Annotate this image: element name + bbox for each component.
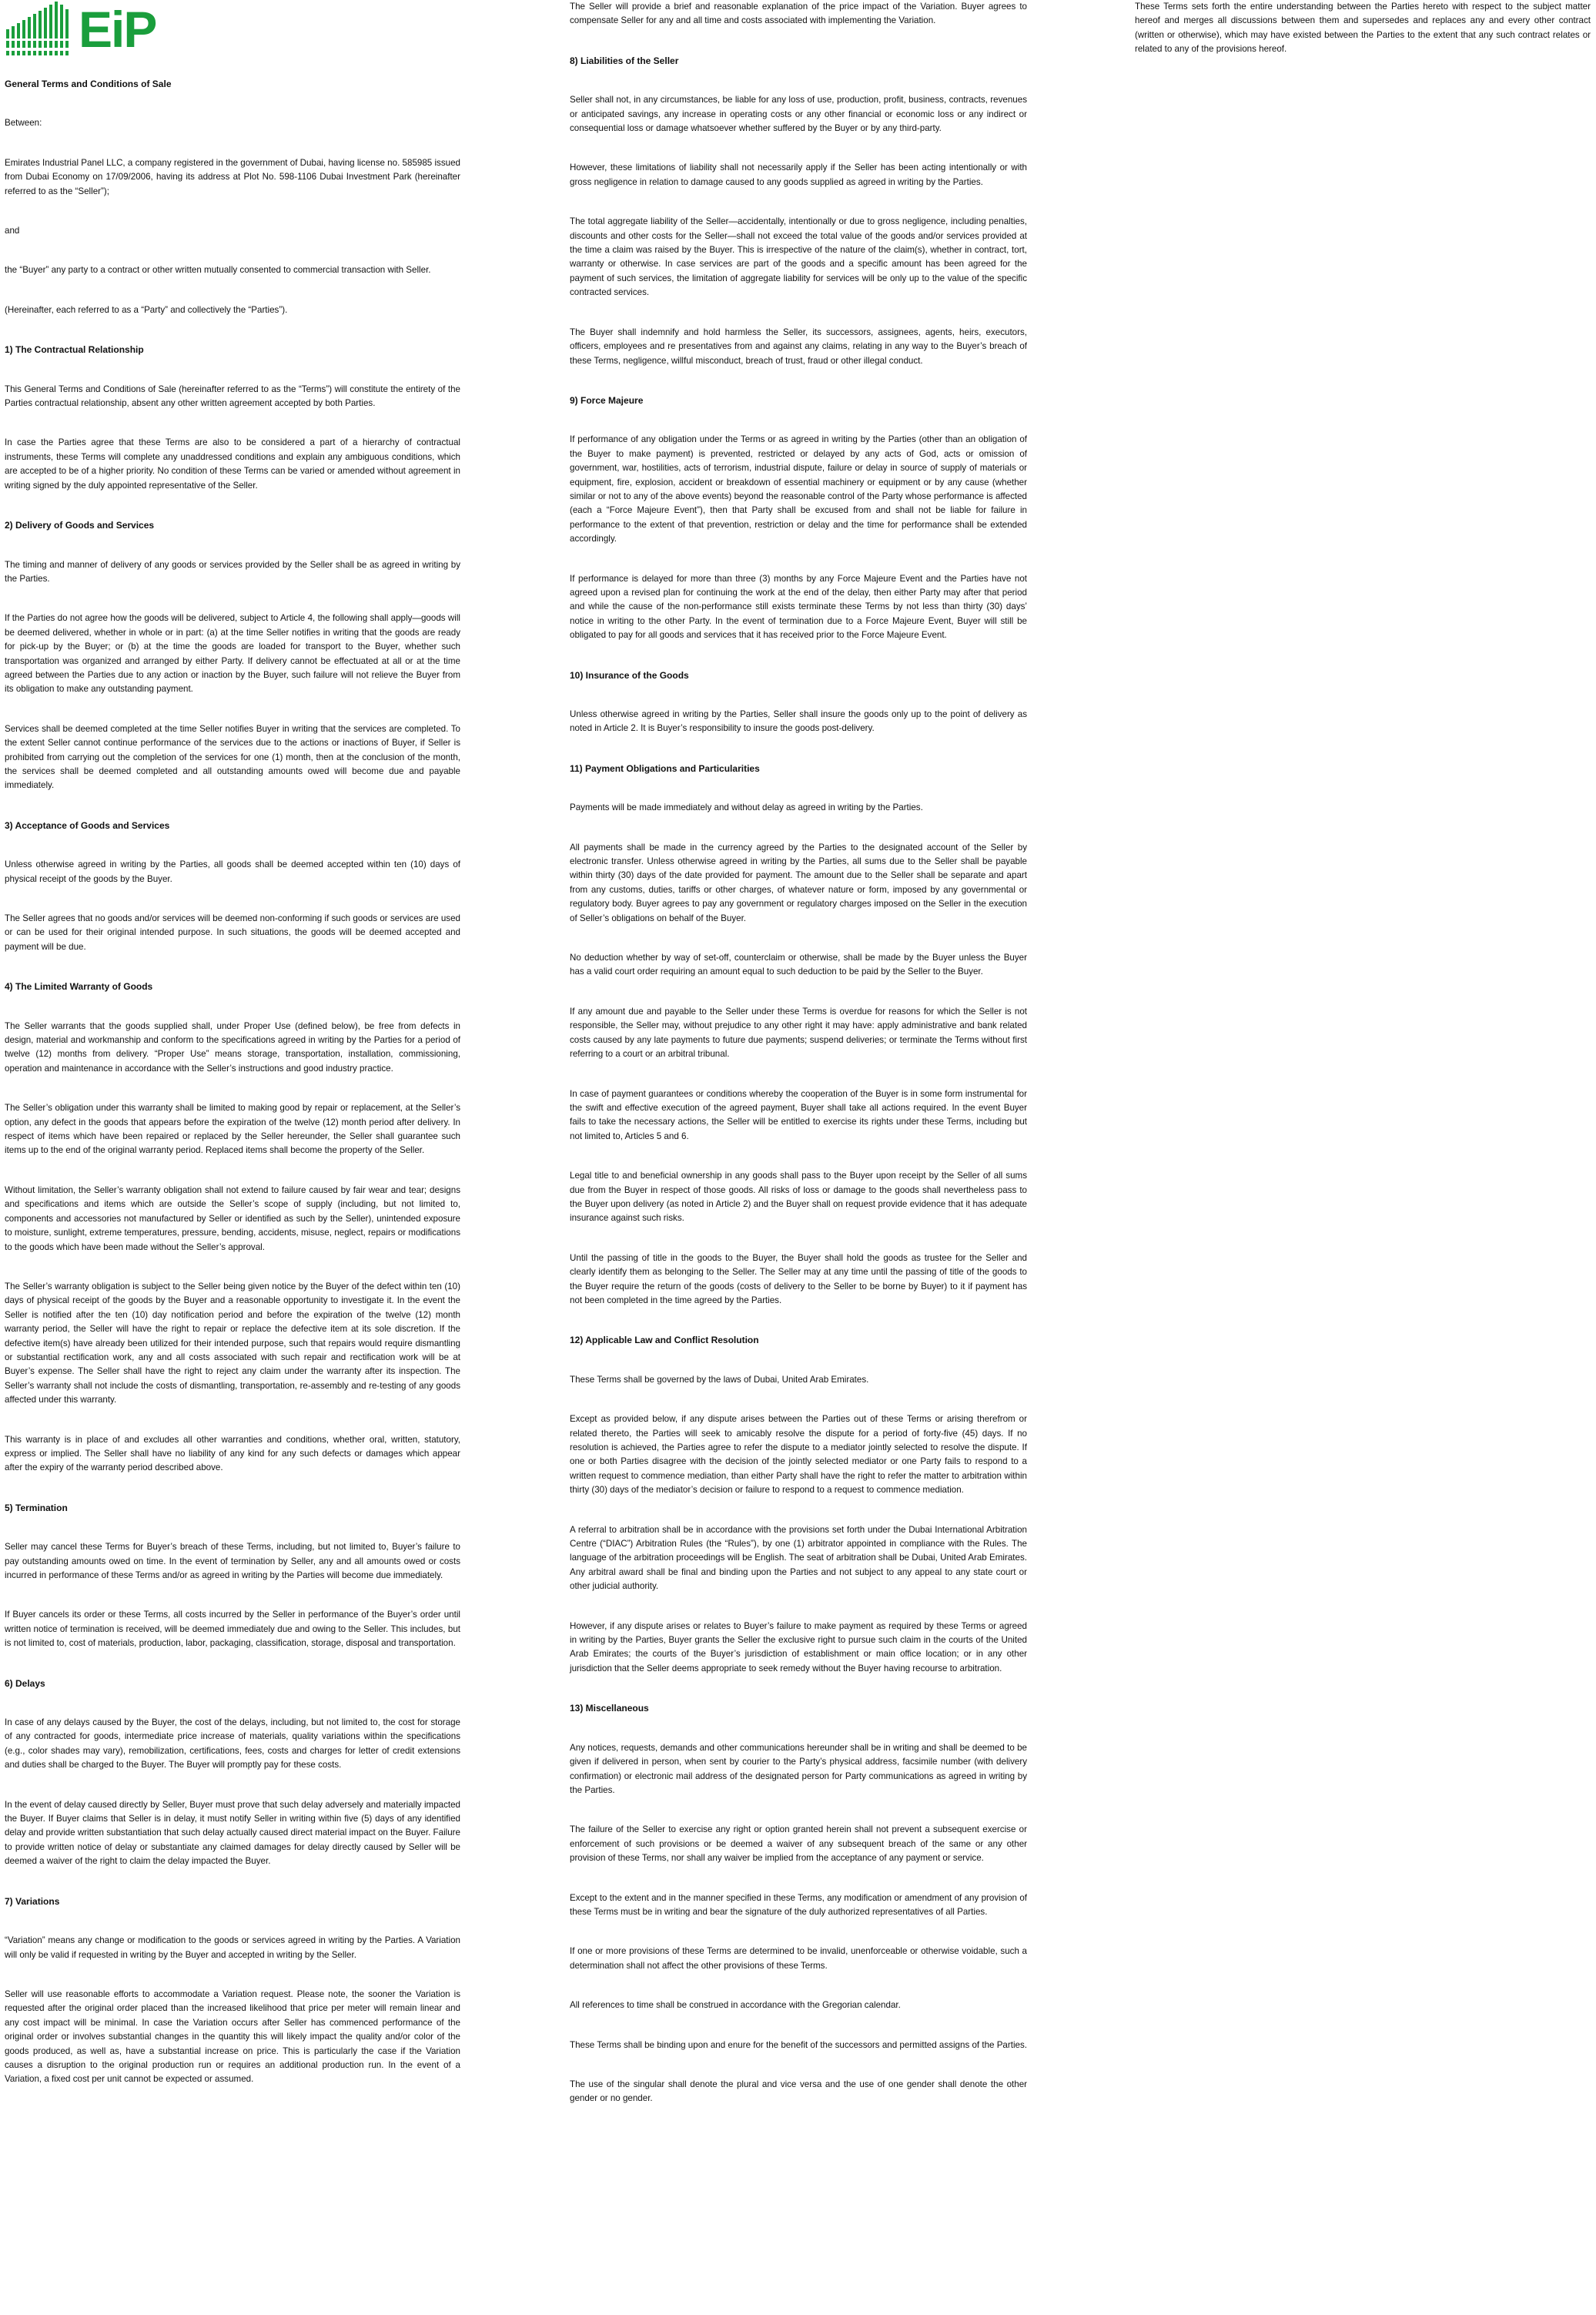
paragraph: These Terms sets forth the entire understanding between the Parties hereto with respect to the subject matter hereof and merges all discussions between them and supersedes and replaces any and every other contract (written or otherwise), which may have existed between the Parties to the extent that any such contract relates or related to any of the provisions hereof. — [1135, 2, 1591, 55]
paragraph: Unless otherwise agreed in writing by the Parties, all goods shall be deemed accepted within ten (10) days of physical receipt of the goods by the Buyer. — [5, 859, 460, 884]
column-left — [5, 0, 460, 2112]
column-right — [1135, 0, 1591, 82]
paragraph: and — [5, 226, 20, 236]
section-heading: 4) The Limited Warranty of Goods — [5, 981, 153, 993]
paragraph: The timing and manner of delivery of any goods or services provided by the Seller shall be as agreed in writing by the Parties. — [5, 559, 460, 584]
paragraph: Except to the extent and in the manner specified in these Terms, any modification or amendment of any provision of these Terms must be in writing and bear the signature of the duly authorized representatives of all Parties. — [570, 1892, 1027, 1917]
paragraph: Any notices, requests, demands and other communications hereunder shall be in writing and shall be deemed to be given if delivered in person, when sent by courier to the Party’s physical address, facsimile number (with delivery confirmation) or electronic mail address of the designated person for Party communications as agreed in writing by the Parties. — [570, 1742, 1027, 1795]
paragraph: In the event of delay caused directly by Seller, Buyer must prove that such delay adversely and materially impacted the Buyer. If Buyer claims that Seller is in delay, it must notify Seller in writing within five (5) days of any identified delay and provide written substantiation that such delay actually caused direct material impact on the Buyer. Failure to provide written notice of delay or substantiate any claimed damages for delay directly caused by Seller will be deemed a waiver of the right to claim the delay impacted the Buyer. — [5, 1799, 460, 1867]
paragraph: The Seller warrants that the goods supplied shall, under Proper Use (defined below), be free from defects in design, material and workmanship and conform to the specifications agreed in writing by the Parties for a period of twelve (12) months from delivery. “Proper Use” means storage, transportation, installation, commissioning, operation and maintenance in accordance with the Seller’s instructions and good industry practice. — [5, 1020, 460, 1074]
section-heading: 2) Delivery of Goods and Services — [5, 520, 155, 531]
paragraph: In case of payment guarantees or conditions whereby the cooperation of the Buyer is in some form instrumental for the swift and effective execution of the agreed payment, Buyer shall take all actions required. In the event Buyer fails to take the necessary actions, the Seller will be entitled to exercise its rights under these Terms, including but not limited to, Articles 5 and 6. — [570, 1088, 1027, 1141]
paragraph: If Buyer cancels its order or these Terms, all costs incurred by the Seller in performance of the Buyer’s order until written notice of termination is received, will be deemed immediately due and owing to the Seller. This includes, but is not limited to, cost of materials, production, labor, packaging, classification, storage, disposal and transportation. — [5, 1610, 460, 1649]
paragraph: These Terms shall be governed by the laws of Dubai, United Arab Emirates. — [570, 1374, 869, 1385]
paragraph: This warranty is in place of and excludes all other warranties and conditions, whether oral, written, statutory, express or implied. The Seller shall have no liability of any kind for any such defects or damages which appear after the expiry of the warranty period described above. — [5, 1434, 460, 1473]
paragraph: This General Terms and Conditions of Sale (hereinafter referred to as the “Terms”) will constitute the entirety of the Parties contractual relationship, absent any other written agreement accepted by both Parties. — [5, 384, 460, 409]
section-heading: 5) Termination — [5, 1502, 68, 1513]
section-heading: 11) Payment Obligations and Particularities — [570, 762, 760, 774]
paragraph: Except as provided below, if any dispute arises between the Parties out of these Terms or arising therefrom or related thereto, the Parties will seek to amicably resolve the dispute for a period of forty-five (45) days. If no resolution is achieved, the Parties agree to refer the dispute to a mediator jointly selected to resolve the dispute. If one or both Parties disagree with the decision of the jointly selected mediator or one Party fails to respond to a written request to commence mediation, than either Party shall have the right to refer the matter to arbitration within thirty (30) days of the mediator’s decision or failure to respond to a request to commence mediation. — [570, 1414, 1027, 1496]
paragraph: If performance is delayed for more than three (3) months by any Force Majeure Event and the Parties have not agreed upon a revised plan for continuing the work at the end of the delay, then either Party may after that period and while the cause of the non-performance still exists terminate these Terms by not less than thirty (30) days’ notice in writing to the other Party. In the event of termination due to a Force Majeure Event, Buyer will still be obligated to pay for all goods and services that it has received prior to the Force Majeure Event. — [570, 573, 1027, 641]
paragraph: Seller will use reasonable efforts to accommodate a Variation request. Please note, the sooner the Variation is requested after the original order placed than the increased likelihood that price per meter will remain linear and any cost impact will be minimal. In case the Variation occurs after Seller has commenced performance of the original order or involves substantial changes in the quantity this will likely impact the quality and/or color of the goods produced, as well as, have a substantial increase on price. This is particularly the case if the Variation causes a disruption to the original production run or requires an additional production run. In the event of a Variation, a fixed cost per unit cannot be expected or assumed. — [5, 1988, 460, 2085]
paragraph: However, these limitations of liability shall not necessarily apply if the Seller has been acting intentionally or with gross negligence in relation to damage caused to any goods supplied as agreed in writing by the Parties. — [570, 162, 1027, 187]
paragraph: However, if any dispute arises or relates to Buyer’s failure to make payment as required by these Terms or agreed in writing by the Parties, Buyer grants the Seller the exclusive right to pursue such claim in the courts of the United Arab Emirates; the courts of the Buyer’s jurisdiction of establishment or main office location; or in any other jurisdiction that the Seller deems appropriate to seek remedy without the Buyer having recourse to arbitration. — [570, 1620, 1027, 1673]
section-heading: 7) Variations — [5, 1895, 60, 1907]
paragraph: Without limitation, the Seller’s warranty obligation shall not extend to failure caused by fair wear and tear; designs and specifications and items which are outside the Seller’s scope of supply (including, but not limited to, components and accessories not manufactured by Seller or identified as such by the Seller), unintended exposure to moisture, sunlight, extreme temperatures, pressure, bending, accidents, misuse, neglect, repairs or modifications to the goods which have been made without the Seller’s approval. — [5, 1184, 460, 1252]
paragraph: In case the Parties agree that these Terms are also to be considered a part of a hierarchy of contractual instruments, these Terms will complete any unaddressed conditions and explain any ambiguous conditions, which are accepted to be of a higher priority. No condition of these Terms can be varied or amended without agreement in writing signed by the duly appointed representative of the Seller. — [5, 437, 460, 491]
column-middle — [570, 0, 1027, 2132]
paragraph: the “Buyer” any party to a contract or other written mutually consented to commercial transaction with Seller. — [5, 265, 431, 276]
paragraph: The Buyer shall indemnify and hold harmless the Seller, its successors, assignees, agents, heirs, executors, officers, employees and re presentatives from and against any claims, relating in any way to the Buyer’s breach of these Terms, negligence, willful misconduct, breach of trust, fraud or other illegal conduct. — [570, 327, 1027, 366]
paragraph: Unless otherwise agreed in writing by the Parties, Seller shall insure the goods only up to the point of delivery as noted in Article 2. It is Buyer’s responsibility to insure the goods post-delivery. — [570, 709, 1027, 734]
section-heading: 6) Delays — [5, 1677, 45, 1689]
paragraph: Services shall be deemed completed at the time Seller notifies Buyer in writing that the services are completed. To the extent Seller cannot continue performance of the services due to the actions or inactions of Buyer, if Seller is prohibited from carrying out the completion of the services for one (1) month, then at the conclusion of the month, the services shall be deemed completed and all outstanding amounts owed will become due and payable immediately. — [5, 723, 460, 791]
paragraph: No deduction whether by way of set-off, counterclaim or otherwise, shall be made by the Buyer unless the Buyer has a valid court order requiring an amount equal to such deduction to be paid by the Seller to the Buyer. — [570, 953, 1027, 977]
paragraph: Until the passing of title in the goods to the Buyer, the Buyer shall hold the goods as trustee for the Seller and clearly identify them as belonging to the Seller. The Seller may at any time until the passing of title of the goods to the Buyer require the return of the goods (costs of delivery to the Seller to be borne by Buyer) to it if payment has not been completed in the time agreed by the Parties. — [570, 1252, 1027, 1305]
logo-bars-icon — [5, 0, 79, 55]
section-heading: 3) Acceptance of Goods and Services — [5, 819, 170, 831]
section-heading: 10) Insurance of the Goods — [570, 669, 689, 681]
paragraph: Emirates Industrial Panel LLC, a company registered in the government of Dubai, having license no. 585985 issued from Dubai Economy on 17/09/2006, having its address at Plot No. 598-1106 Dubai Investment Park (hereinafter referred to as the “Seller”); — [5, 157, 460, 196]
section-heading: 13) Miscellaneous — [570, 1703, 649, 1714]
paragraph: If any amount due and payable to the Seller under these Terms is overdue for reasons for which the Seller is not responsible, the Seller may, without prejudice to any other right it may have: apply administrative and bank related costs caused by any late payments to future due payments; suspend deliveries; or terminate the Terms without first referring to a court or an arbitral tribunal. — [570, 1006, 1027, 1060]
paragraph: If the Parties do not agree how the goods will be delivered, subject to Article 4, the following shall apply—goods will be deemed delivered, whether in whole or in part: (a) at the time Seller notifies in writing that the goods are ready for pick-up by the Buyer; or (b) at the time the goods are loaded for transport to the Buyer, whether such transportation was organized and arranged by either Party. If delivery cannot be effectuated at all or at the time agreed between the Parties due to any action or inaction by the Buyer, such failure will not relieve the Buyer from its obligation to make any outstanding payment. — [5, 613, 460, 695]
paragraph: Between: — [5, 118, 42, 129]
paragraph: Seller shall not, in any circumstances, be liable for any loss of use, production, profit, business, contracts, revenues or anticipated savings, any increase in operating costs or any other financial or economic loss or any indirect or consequential loss or damage whatsoever whether suffered by the Buyer or by any third-party. — [570, 95, 1027, 134]
company-logo — [5, 0, 156, 58]
paragraph: If performance of any obligation under the Terms or as agreed in writing by the Parties (other than an obligation of the Buyer to make payment) is prevented, restricted or delayed by any acts of God, acts or omission of government, war, hostilities, acts of terrorism, industrial dispute, failure or delay in source of supply of materials or equipment, fire, explosion, accident or breakdown of essential machinery or equipment or by any cause (whether similar or not to any of the above events) beyond the reasonable control of the Party whose performance is affected (each a “Force Majeure Event”), then that Party shall be excused from and shall not be liable for failure in performance to the extent of that prevention, restriction or delay and the time for performance shall be extended accordingly. — [570, 434, 1027, 544]
paragraph: A referral to arbitration shall be in accordance with the provisions set forth under the Dubai International Arbitration Centre (“DIAC”) Arbitration Rules (the “Rules”), by one (1) arbitrator appointed in compliance with the Rules. The language of the arbitration proceedings will be English. The seat of arbitration shall be Dubai, United Arab Emirates. Any arbitral award shall be final and binding upon the Parties and not subject to any appeal to any state court or other judicial authority. — [570, 1524, 1027, 1592]
section-heading: 12) Applicable Law and Conflict Resolution — [570, 1335, 759, 1346]
paragraph: All references to time shall be construed in accordance with the Gregorian calendar. — [570, 2000, 901, 2011]
section-heading: General Terms and Conditions of Sale — [5, 79, 172, 89]
paragraph: The Seller agrees that no goods and/or services will be deemed non-conforming if such goods or services are used or can be used for their original intended purpose. In such situations, the goods will be deemed accepted and payment will be due. — [5, 913, 460, 952]
paragraph: Seller may cancel these Terms for Buyer’s breach of these Terms, including, but not limited to, Buyer’s failure to pay outstanding amounts owed on time. In the event of termination by Seller, any and all amounts owed or costs incurred in performance of these Terms and/or as agreed in writing by the Parties will become due immediately. — [5, 1542, 460, 1580]
paragraph: Legal title to and beneficial ownership in any goods shall pass to the Buyer upon receipt by the Seller of all sums due from the Buyer in respect of those goods. All risks of loss or damage to the goods shall nevertheless pass to the Buyer upon delivery (as noted in Article 2) and the Buyer shall on request provide evidence that it has adequate insurance against such risks. — [570, 1171, 1027, 1224]
paragraph: These Terms shall be binding upon and enure for the benefit of the successors and permitted assigns of the Parties. — [570, 2039, 1027, 2050]
paragraph: The use of the singular shall denote the plural and vice versa and the use of one gender shall denote the other gender or no gender. — [570, 2079, 1027, 2104]
paragraph: The Seller’s obligation under this warranty shall be limited to making good by repair or replacement, at the Seller’s option, any defect in the goods that appears before the expiration of the twelve (12) month period after delivery. In respect of items which have been repaired or replaced by the Seller hereunder, the Seller shall guarantee such items up to the end of the original warranty period. Replaced items shall become the property of the Seller. — [5, 1103, 460, 1156]
paragraph: “Variation” means any change or modification to the goods or services agreed in writing by the Parties. A Variation will only be valid if requested in writing by the Buyer and accepted in writing by the Seller. — [5, 1935, 460, 1960]
section-heading: 1) The Contractual Relationship — [5, 344, 144, 356]
paragraph: The total aggregate liability of the Seller—accidentally, intentionally or due to gross negligence, including penalties, discounts and other costs for the Seller—shall not exceed the total value of the goods and/or services provided at the time a claim was raised by the Buyer. This is irrespective of the nature of the claim(s), whether in contract, tort, warranty or otherwise. In case services are part of the goods and a specific amount has been agreed for the payment of such services, the limitation of aggregate liability for services will be only up to the value of the specific contracted services. — [570, 216, 1027, 298]
paragraph: (Hereinafter, each referred to as a “Party” and collectively the “Parties”). — [5, 304, 288, 315]
section-heading: 9) Force Majeure — [570, 394, 644, 406]
paragraph: The Seller’s warranty obligation is subject to the Seller being given notice by the Buyer of the defect within ten (10) days of physical receipt of the goods by the Buyer and a reasonable opportunity to investigate it. In the event the Seller is notified after the ten (10) day notification period and before the expiration of the twelve (12) month warranty period, the Seller will have the right to repair or replace the defective item at its sole discretion. If the defective item(s) have already been utilized for their intended purpose, such that repairs would require dismantling or substantial rectification work, any and all costs associated with such repair and rectification work will be at Buyer’s expense. The Seller shall have the right to reject any claim under the warranty after its inspection. The Seller’s warranty shall not include the costs of dismantling, transportation, re-assembly and re-testing of any goods affected under this warranty. — [5, 1281, 460, 1405]
logo-text: EiP — [79, 1, 156, 58]
paragraph: All payments shall be made in the currency agreed by the Parties to the designated account of the Seller by electronic transfer. Unless otherwise agreed in writing by the Parties, all sums due to the Seller shall be payable within thirty (30) days of the date provided for payment. The amount due to the Seller shall be separate and apart from any customs, duties, tariffs or other charges, of whatever nature or form, imposed by any governmental or regulatory body. Buyer agrees to pay any government or regulatory charges imposed on the Seller in the execution of Seller’s obligations on behalf of the Buyer. — [570, 842, 1027, 923]
paragraph: In case of any delays caused by the Buyer, the cost of the delays, including, but not limited to, the cost for storage of any contracted for goods, intermediate price increase of materials, quality variations within the specifications (e.g., color shades may vary), remobilization, certifications, fees, costs and charges for letter of credit extensions and duties shall be charged to the Buyer. The Buyer will promptly pay for these costs. — [5, 1717, 460, 1771]
paragraph: If one or more provisions of these Terms are determined to be invalid, unenforceable or otherwise voidable, such a determination shall not affect the other provisions of these Terms. — [570, 1946, 1027, 1971]
paragraph: The failure of the Seller to exercise any right or option granted herein shall not prevent a subsequent exercise or enforcement of such provisions or be deemed a waiver of any subsequent breach of the same or any other provision of these Terms, nor shall any waiver be implied from the acceptance of any payment or service. — [570, 1824, 1027, 1864]
paragraph: The Seller will provide a brief and reasonable explanation of the price impact of the Variation. Buyer agrees to compensate Seller for any and all time and costs associated with implementing the Variation. — [570, 2, 1027, 26]
section-heading: 8) Liabilities of the Seller — [570, 55, 679, 66]
paragraph: Payments will be made immediately and without delay as agreed in writing by the Parties. — [570, 802, 923, 813]
